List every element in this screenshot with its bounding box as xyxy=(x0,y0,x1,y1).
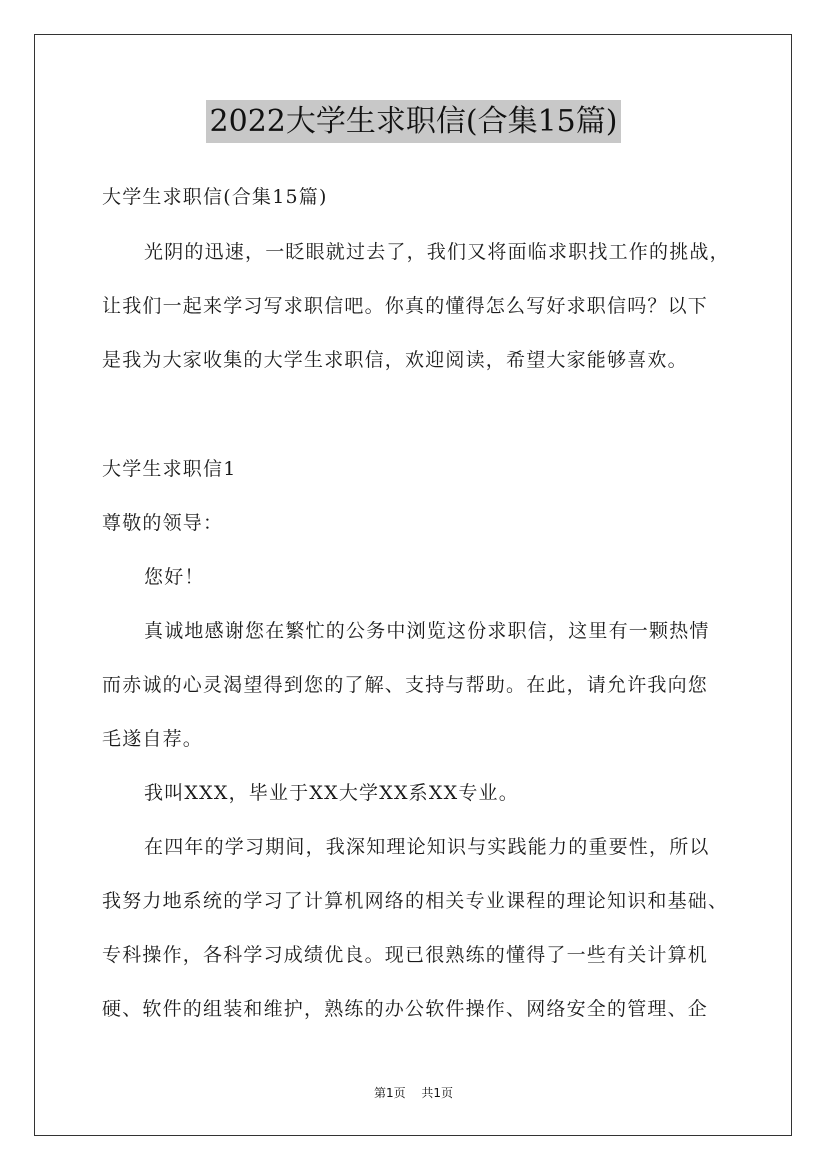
page-number: 第1页 xyxy=(373,1086,406,1100)
document-title: 2022大学生求职信(合集15篇) xyxy=(0,96,827,140)
paragraph-line: 而赤诚的心灵渴望得到您的了解、支持与帮助。在此，请允许我向您 xyxy=(102,674,709,696)
section-heading: 大学生求职信1 xyxy=(102,458,237,480)
paragraph-line: 毛遂自荐。 xyxy=(102,728,204,750)
paragraph-line: 真诚地感谢您在繁忙的公务中浏览这份求职信，这里有一颗热情 xyxy=(144,620,710,642)
paragraph-line: 硬、软件的组装和维护，熟练的办公软件操作、网络安全的管理、企 xyxy=(102,998,709,1020)
paragraph-line: 专科操作，各科学习成绩优良。现已很熟练的懂得了一些有关计算机 xyxy=(102,944,709,966)
paragraph-line: 我叫XXX，毕业于XX大学XX系XX专业。 xyxy=(144,782,519,804)
paragraph-line: 光阴的迅速，一眨眼就过去了，我们又将面临求职找工作的挑战， xyxy=(144,241,730,263)
paragraph-line: 是我为大家收集的大学生求职信，欢迎阅读，希望大家能够喜欢。 xyxy=(102,349,688,371)
paragraph-line: 在四年的学习期间，我深知理论知识与实践能力的重要性，所以 xyxy=(144,836,710,858)
greeting: 您好！ xyxy=(144,566,205,588)
paragraph-line: 让我们一起来学习写求职信吧。你真的懂得怎么写好求职信吗？以下 xyxy=(102,295,709,317)
page-total: 共1页 xyxy=(421,1086,454,1100)
subtitle-line: 大学生求职信(合集15篇) xyxy=(102,186,328,208)
page-footer xyxy=(0,1084,827,1101)
paragraph-line: 我努力地系统的学习了计算机网络的相关专业课程的理论知识和基础、 xyxy=(102,890,729,912)
salutation: 尊敬的领导： xyxy=(102,512,224,534)
